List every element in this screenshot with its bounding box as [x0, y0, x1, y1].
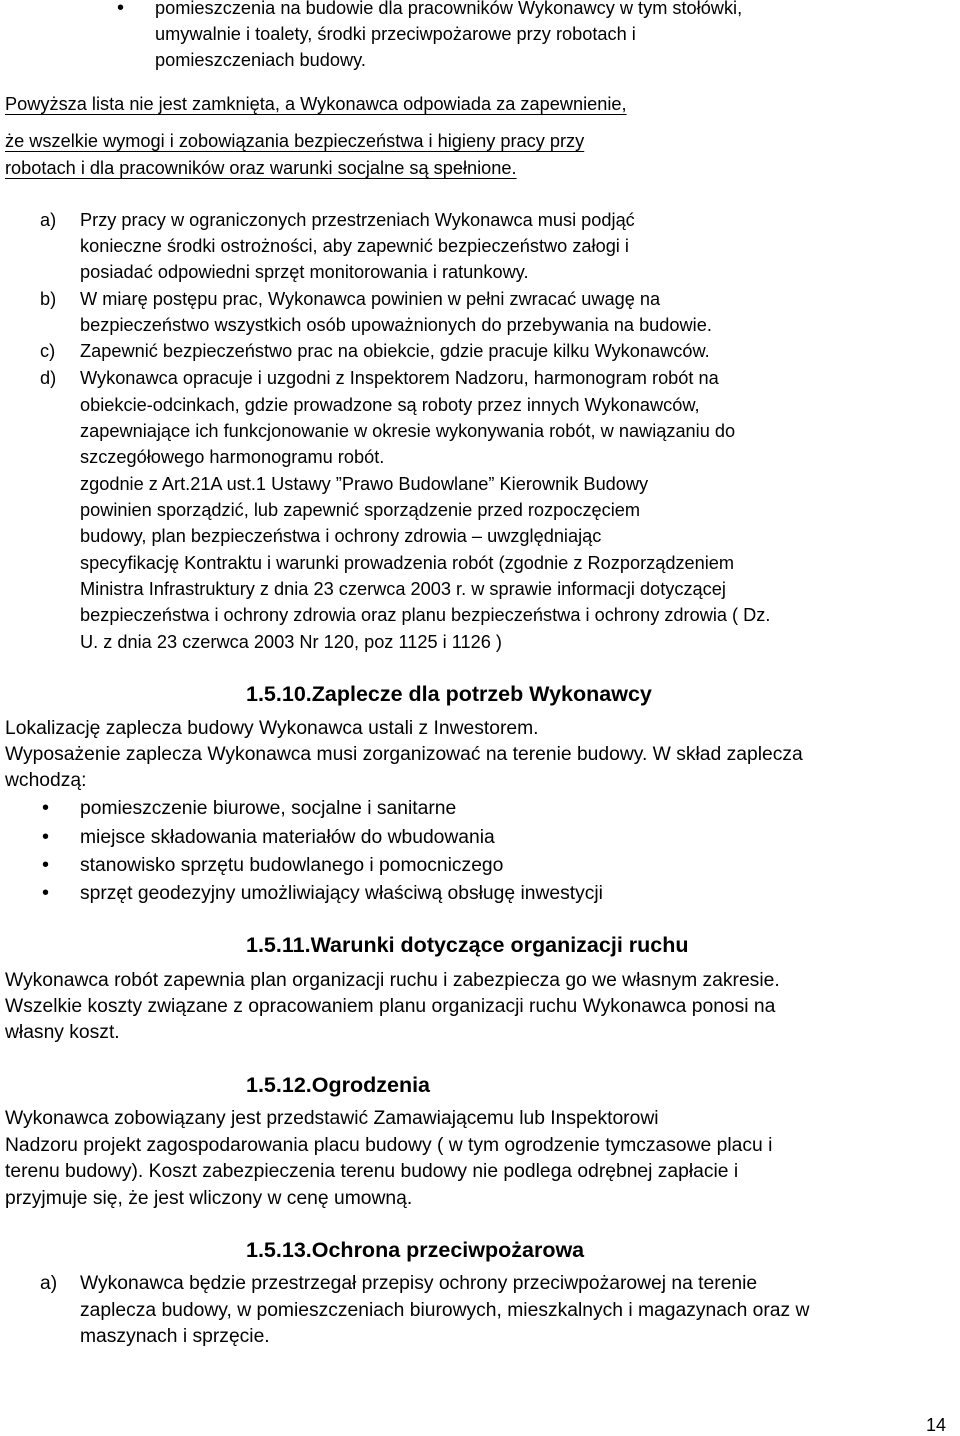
section-heading: 1.5.10.Zaplecze dla potrzeb Wykonawcy [246, 682, 652, 706]
notice-line: Powyższa lista nie jest zamknięta, a Wykonawca odpowiada za zapewnienie, [5, 94, 627, 114]
bullet-item: pomieszczenie biurowe, socjalne i sanitarne [80, 798, 457, 819]
list-marker: a) [40, 1273, 58, 1294]
list-item-line: zgodnie z Art.21A ust.1 Ustawy ”Prawo Budowlane” Kierownik Budowy [80, 474, 649, 494]
text-line: pomieszczeniach budowy. [155, 50, 366, 70]
bullet-item: miejsce składowania materiałów do wbudowania [80, 827, 495, 848]
paragraph-line: Lokalizację zaplecza budowy Wykonawca ustali z Inwestorem. [5, 718, 539, 739]
paragraph-line: Nadzoru projekt zagospodarowania placu budowy ( w tym ogrodzenie tymczasowe placu i [5, 1135, 773, 1156]
text-line: pomieszczenia na budowie dla pracowników Wykonawcy w tym stołówki, [155, 0, 743, 18]
list-item-line: bezpieczeństwo wszystkich osób upoważnionych do przebywania na budowie. [80, 315, 712, 335]
page-number: 14 [926, 1415, 947, 1435]
list-item-line: bezpieczeństwa i ochrony zdrowia oraz planu bezpieczeństwa i ochrony zdrowia ( Dz. [80, 605, 771, 625]
notice-line: że wszelkie wymogi i zobowiązania bezpieczeństwa i higieny pracy przy [5, 131, 585, 151]
bullet-dot: • [42, 882, 50, 904]
section-heading: 1.5.12.Ogrodzenia [246, 1073, 431, 1097]
paragraph-line: Wykonawca robót zapewnia plan organizacji ruchu i zabezpiecza go we własnym zakresie. [5, 970, 780, 991]
list-item-line: maszynach i sprzęcie. [80, 1326, 270, 1347]
list-item-line: budowy, plan bezpieczeństwa i ochrony zdrowia – uwzględniając [80, 526, 602, 546]
list-item-line: W miarę postępu prac, Wykonawca powinien w pełni zwracać uwagę na [80, 289, 661, 309]
list-item-line: zapewniające ich funkcjonowanie w okresie wykonywania robót, w nawiązaniu do [80, 421, 736, 441]
paragraph-line: Wykonawca zobowiązany jest przedstawić Zamawiającemu lub Inspektorowi [5, 1108, 659, 1129]
text-line: umywalnie i toalety, środki przeciwpożarowe przy robotach i [155, 24, 636, 44]
list-marker: a) [40, 210, 57, 230]
bullet-dot: • [117, 0, 125, 19]
bullet-item: sprzęt geodezyjny umożliwiający właściwą obsługę inwestycji [80, 883, 603, 904]
paragraph-line: przyjmuje się, że jest wliczony w cenę umowną. [5, 1188, 413, 1209]
section-heading: 1.5.13.Ochrona przeciwpożarowa [246, 1238, 585, 1262]
list-marker: b) [40, 289, 57, 309]
list-item-line: specyfikację Kontraktu i warunki prowadzenia robót (zgodnie z Rozporządzeniem [80, 553, 735, 573]
list-item-line: posiadać odpowiedni sprzęt monitorowania i ratunkowy. [80, 262, 529, 282]
list-marker: c) [40, 341, 56, 361]
bullet-dot: • [42, 854, 50, 876]
bullet-dot: • [42, 797, 50, 819]
bullet-item: stanowisko sprzętu budowlanego i pomocniczego [80, 855, 504, 876]
list-item-line: U. z dnia 23 czerwca 2003 Nr 120, poz 1125 i 1126 ) [80, 632, 502, 652]
list-item-line: Przy pracy w ograniczonych przestrzeniach Wykonawca musi podjąć [80, 210, 635, 230]
list-item-line: Wykonawca będzie przestrzegał przepisy ochrony przeciwpożarowej na terenie [80, 1273, 758, 1294]
paragraph-line: własny koszt. [5, 1022, 120, 1043]
list-item-line: konieczne środki ostrożności, aby zapewnić bezpieczeństwo załogi i [80, 236, 629, 256]
notice-line: robotach i dla pracowników oraz warunki socjalne są spełnione. [5, 158, 517, 178]
list-item-line: Wykonawca opracuje i uzgodni z Inspektorem Nadzoru, harmonogram robót na [80, 368, 719, 388]
bullet-dot: • [42, 826, 50, 848]
list-item-line: Ministra Infrastruktury z dnia 23 czerwca 2003 r. w sprawie informacji dotyczącej [80, 579, 726, 599]
paragraph-line: Wyposażenie zaplecza Wykonawca musi zorganizować na terenie budowy. W skład zaplecza [5, 744, 803, 765]
list-item-line: obiekcie-odcinkach, gdzie prowadzone są roboty przez innych Wykonawców, [80, 395, 700, 415]
list-item-line: zaplecza budowy, w pomieszczeniach biurowych, mieszkalnych i magazynach oraz w [80, 1300, 810, 1321]
list-item-line: szczegółowego harmonogramu robót. [80, 447, 385, 467]
list-marker: d) [40, 368, 57, 388]
section-heading: 1.5.11.Warunki dotyczące organizacji ruchu [246, 933, 689, 957]
paragraph-line: terenu budowy). Koszt zabezpieczenia terenu budowy nie podlega odrębnej zapłacie i [5, 1161, 739, 1182]
paragraph-line: wchodzą: [5, 770, 87, 791]
list-item-line: powinien sporządzić, lub zapewnić sporządzenie przed rozpoczęciem [80, 500, 641, 520]
paragraph-line: Wszelkie koszty związane z opracowaniem planu organizacji ruchu Wykonawca ponosi na [5, 996, 776, 1017]
list-item-line: Zapewnić bezpieczeństwo prac na obiekcie, gdzie pracuje kilku Wykonawców. [80, 341, 710, 361]
